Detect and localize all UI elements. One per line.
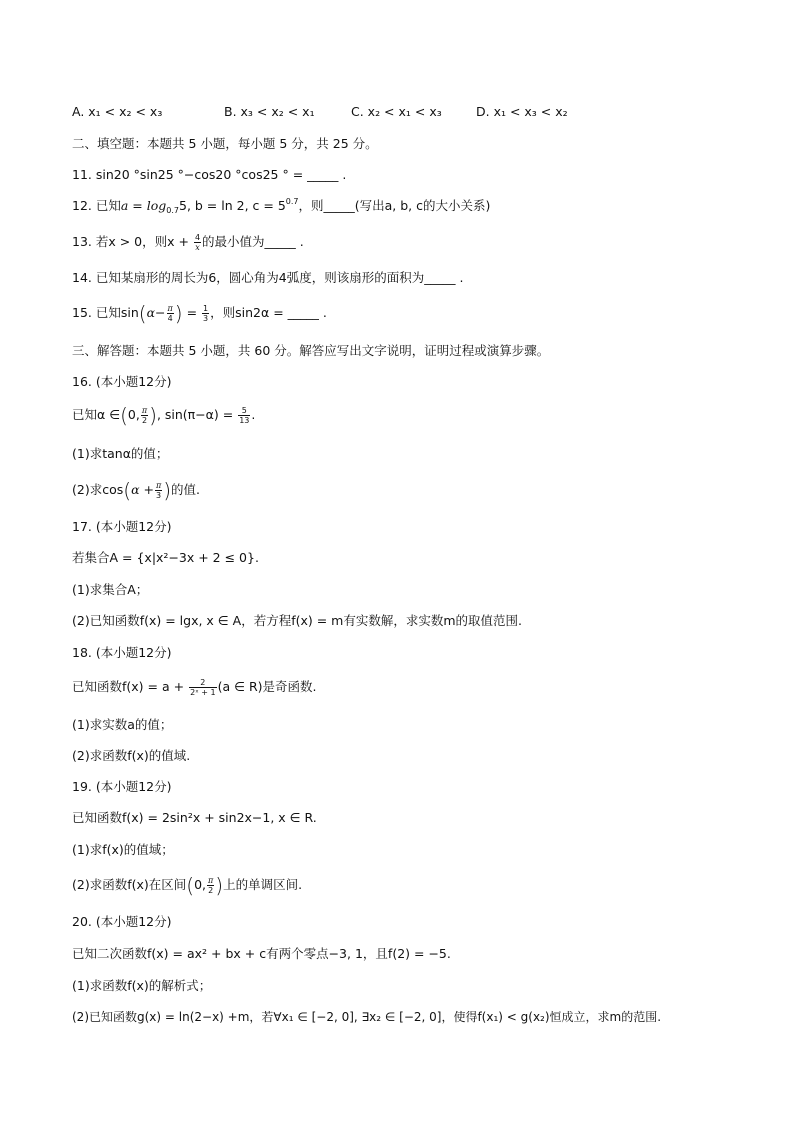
q16-part-2: (2)求cos(α + $\frac{\pi}{3}$ )的值. <box>72 478 201 503</box>
q18-heading: 18. (本小题12分) <box>72 645 172 660</box>
q18-frac-den: 2ˣ + 1 <box>190 688 216 697</box>
q15-value-den: 3 <box>203 314 209 323</box>
q17-given: 若集合A = {x|x²−3x + 2 ≤ 0}. <box>72 550 259 565</box>
q15-prefix: 15. 已知sin <box>72 305 139 320</box>
q20-heading: 20. (本小题12分) <box>72 914 172 929</box>
q16-val-den: 13 <box>239 416 250 425</box>
q16-interval: 0, <box>127 407 140 422</box>
question-15: 15. 已知sin(α− $\frac{\pi}{4}$ ) = $\frac{1}{3}$ ，则sin2α = _____ . <box>72 301 327 326</box>
q19-part-2: (2)求函数f(x)在区间(0, $\frac{\pi}{2}$ )上的单调区间. <box>72 873 303 898</box>
q20-given: 已知二次函数f(x) = ax² + bx + c有两个零点−3, 1，且f(2) = −5. <box>72 946 451 961</box>
q16-pi-num: π <box>141 406 148 415</box>
q15-pi-num: π <box>167 304 173 313</box>
q17-part-2: (2)已知函数f(x) = lgx, x ∈ A，若方程f(x) = m有实数解，求实数m的取值范围. <box>72 613 523 628</box>
q13-frac-num: 4 <box>194 233 201 242</box>
q16-part-1: (1)求tanα的值； <box>72 446 169 461</box>
q12-log: a = log <box>120 198 167 213</box>
q15-pi-den: 4 <box>167 314 173 323</box>
q16-given-b: , sin(π−α) = <box>156 407 234 422</box>
q16-p2-num: π <box>155 481 162 490</box>
q12-exponent: 0.7 <box>285 197 299 206</box>
q16-p2-den: 3 <box>156 491 162 500</box>
q17-heading: 17. (本小题12分) <box>72 519 172 534</box>
q13-prefix: 13. 若x > 0，则x + <box>72 234 189 249</box>
q13-frac-den: x <box>195 243 200 252</box>
q18-fraction <box>189 678 217 697</box>
q15-inner: α− <box>146 305 166 320</box>
q19-p2-num: π <box>208 876 214 885</box>
option-a[interactable]: A. x₁ < x₂ < x₃ <box>72 104 163 119</box>
q18-given <box>72 677 317 697</box>
q12-suffix: ，则_____(写出a, b, c的大小关系) <box>298 198 491 213</box>
q13-fraction <box>194 233 201 252</box>
section-3-title: 三、解答题：本题共 5 小题，共 60 分。解答应写出文字说明，证明过程或演算步骤。 <box>72 343 550 358</box>
question-11: 11. sin20 °sin25 °−cos20 °cos25 ° = _____ . <box>72 167 347 182</box>
q18-frac-num: 2 <box>189 678 217 688</box>
q16-pi-fraction <box>141 406 148 425</box>
q16-pi-den: 2 <box>141 416 148 425</box>
q16-heading: 16. (本小题12分) <box>72 374 172 389</box>
q19-p2-interval: 0, <box>194 877 207 892</box>
q16-p2-a: (2)求cos <box>72 482 124 497</box>
q16-p2-fraction <box>155 481 162 500</box>
q19-p2-fraction <box>207 876 214 895</box>
q18-part-1: (1)求实数a的值； <box>72 717 173 732</box>
option-d[interactable]: D. x₁ < x₃ < x₂ <box>476 104 568 119</box>
q16-p2-b: 的值. <box>171 482 201 497</box>
multiple-choice-options <box>72 102 568 122</box>
q19-p2-den: 2 <box>208 886 214 895</box>
q13-suffix: 的最小值为_____ . <box>202 234 304 249</box>
q19-heading: 19. (本小题12分) <box>72 779 172 794</box>
q19-p2-b: 上的单调区间. <box>223 877 303 892</box>
q19-part-1: (1)求f(x)的值域； <box>72 842 174 857</box>
q15-value-num: 1 <box>203 304 209 313</box>
question-13 <box>72 232 304 252</box>
q16-given-a: 已知α ∈ <box>72 407 121 422</box>
section-2-title: 二、填空题：本题共 5 小题，每小题 5 分，共 25 分。 <box>72 136 378 151</box>
q19-p2-a: (2)求函数f(x)在区间 <box>72 877 187 892</box>
question-14: 14. 已知某扇形的周长为6，圆心角为4弧度，则该扇形的面积为_____ . <box>72 270 464 285</box>
question-12 <box>72 196 490 216</box>
option-c[interactable]: C. x₂ < x₁ < x₃ <box>351 104 442 119</box>
q16-val-num: 5 <box>238 406 250 416</box>
q16-p2-inner: α + <box>131 482 154 497</box>
q12-rest: 5, b = ln 2, c = 5 <box>179 198 286 213</box>
q15-equals: = <box>186 305 198 320</box>
q19-given: 已知函数f(x) = 2sin²x + sin2x−1, x ∈ R. <box>72 810 317 825</box>
option-b[interactable]: B. x₃ < x₂ < x₁ <box>224 104 315 119</box>
q16-value-fraction <box>238 406 250 425</box>
q12-log-base: 0.7 <box>166 206 179 215</box>
q17-part-1: (1)求集合A； <box>72 582 149 597</box>
q18-given-a: 已知函数f(x) = a + <box>72 679 185 694</box>
q15-suffix: ，则sin2α = _____ . <box>210 305 327 320</box>
q20-part-1: (1)求函数f(x)的解析式； <box>72 978 212 993</box>
q15-value-fraction <box>202 304 209 323</box>
q18-part-2: (2)求函数f(x)的值域. <box>72 748 191 763</box>
q15-pi-fraction <box>167 304 174 323</box>
q12-prefix: 12. 已知 <box>72 198 121 213</box>
q18-given-b: (a ∈ R)是奇函数. <box>217 679 317 694</box>
q16-given: 已知α ∈(0, $\frac{\pi}{2}$ ), sin(π−α) = $\frac{5}{13}$ . <box>72 403 256 428</box>
q20-part-2: (2)已知函数g(x) = ln(2−x) +m，若∀x₁ ∈ [−2, 0], ∃x₂ ∈ [−2, 0]，使得f(x₁) < g(x₂)恒成立，求m的范围. <box>72 1010 662 1024</box>
